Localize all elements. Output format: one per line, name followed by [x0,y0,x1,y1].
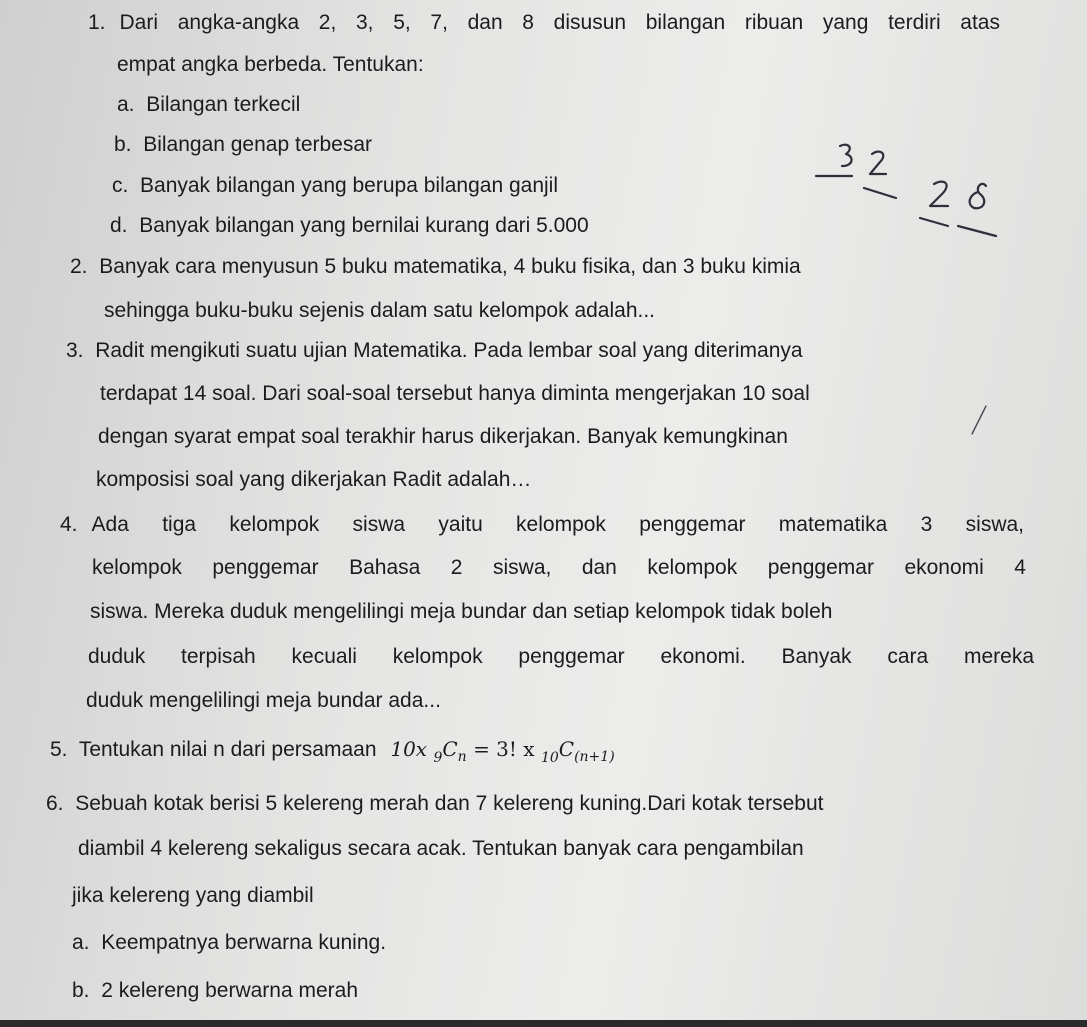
q1-item-a: a. Bilangan terkecil [117,93,301,116]
q6-line3: jika kelereng yang diambil [72,884,314,907]
handwritten-scribble [810,140,1010,240]
q5-equation: 10x $_9C_n = 3$! x $_{10}C_{(n+1)}$ [390,737,615,766]
q6-item-b: b. 2 kelereng berwarna merah [72,979,358,1002]
q3-number: 3. [66,339,84,362]
q4-line5: duduk mengelilingi meja bundar ada... [86,689,441,712]
q3-line2: terdapat 14 soal. Dari soal-soal tersebut hanya diminta mengerjakan 10 soal [100,382,810,405]
q1-item-b: b. Bilangan genap terbesar [114,133,373,156]
q6-number: 6. [46,792,64,815]
q5-number: 5. [50,738,68,761]
q1-item-c: c. Banyak bilangan yang berupa bilangan ganjil [112,174,559,197]
q1-item-d: d. Banyak bilangan yang bernilai kurang dari 5.000 [110,214,589,237]
q4-line3: siswa. Mereka duduk mengelilingi meja bundar dan setiap kelompok tidak boleh [90,600,833,623]
q3-line1: 3. Radit mengikuti suatu ujian Matematika. Pada lembar soal yang diterimanya [66,339,803,362]
bottom-shadow-edge [0,1020,1087,1027]
q6-item-a: a. Keempatnya berwarna kuning. [72,931,387,954]
q1-number: 1. [88,11,106,34]
q4-line1: 4. Ada tiga kelompok siswa yaitu kelompok penggemar matematika 3 siswa, [60,513,1024,536]
pencil-mark [962,402,992,442]
q3-line4: komposisi soal yang dikerjakan Radit adalah… [96,468,532,491]
q4-line2: kelompok penggemar Bahasa 2 siswa, dan kelompok penggemar ekonomi 4 [92,556,1026,579]
q6-line2: diambil 4 kelereng sekaligus secara acak. Tentukan banyak cara pengambilan [78,837,804,860]
q1-line2: empat angka berbeda. Tentukan: [117,53,424,76]
q5-line: 5. Tentukan nilai n dari persamaan 10x $_9C_n = 3$! x $_{10}C_{(n+1)}$ [50,737,615,766]
q4-line4: duduk terpisah kecuali kelompok penggemar ekonomi. Banyak cara mereka [88,645,1034,668]
q6-line1: 6. Sebuah kotak berisi 5 kelereng merah dan 7 kelereng kuning.Dari kotak tersebut [46,792,824,815]
q1-line1: 1. Dari angka-angka 2, 3, 5, 7, dan 8 disusun bilangan ribuan yang terdiri atas [88,11,1000,34]
q2-line2: sehingga buku-buku sejenis dalam satu kelompok adalah... [104,299,656,322]
q2-line1: 2. Banyak cara menyusun 5 buku matematika, 4 buku fisika, dan 3 buku kimia [70,255,801,278]
q2-number: 2. [70,255,88,278]
q4-number: 4. [60,513,78,536]
q3-line3: dengan syarat empat soal terakhir harus dikerjakan. Banyak kemungkinan [98,425,788,448]
